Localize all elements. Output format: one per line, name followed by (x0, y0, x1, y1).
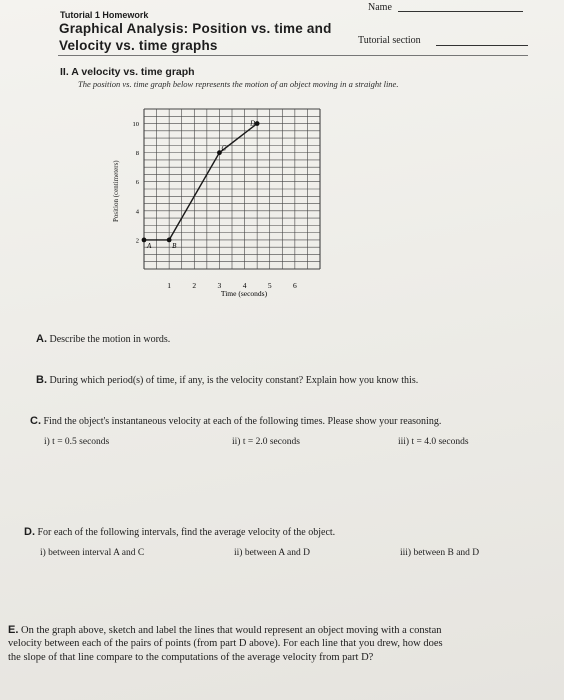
question-e-text-line2: velocity between each of the pairs of points (from part D above). For each line that you drew, how does (8, 638, 443, 649)
x-axis-label: Time (seconds) (220, 289, 268, 298)
y-tick-label: 2 (135, 237, 139, 245)
y-axis-label: Position (centimeters) (112, 160, 120, 222)
question-c-item-2: ii) t = 2.0 seconds (232, 437, 300, 447)
question-b (36, 374, 418, 386)
name-label: Name (368, 2, 392, 13)
y-tick-label: 6 (135, 179, 139, 187)
tutorial-section-label: Tutorial section (358, 35, 421, 46)
x-tick-label: 4 (242, 281, 247, 290)
question-d-letter: D. (24, 526, 35, 538)
y-tick-label: 4 (135, 208, 139, 216)
question-c-letter: C. (30, 415, 41, 427)
section-title: II. A velocity vs. time graph (60, 66, 195, 78)
x-tick-label: 6 (292, 281, 297, 290)
x-tick-label: 5 (267, 281, 272, 290)
question-c-item-1: i) t = 0.5 seconds (44, 437, 110, 447)
question-e-text-line1: On the graph above, sketch and label the lines that would represent an object moving with a constan (21, 625, 442, 636)
data-point-A (142, 238, 147, 243)
question-c (30, 415, 441, 427)
data-point-B (167, 238, 172, 243)
question-a-text: Describe the motion in words. (49, 334, 171, 345)
question-b-letter: B. (36, 374, 47, 386)
y-tick-label: 8 (135, 150, 139, 158)
position-time-chart (0, 0, 564, 320)
point-label-D: D (250, 119, 256, 128)
question-e-line1 (8, 624, 442, 636)
question-c-item-3: iii) t = 4.0 seconds (398, 437, 469, 447)
question-c-text: Find the object's instantaneous velocity at each of the following times. Please show your reasoning. (43, 416, 442, 427)
x-tick-label: 2 (192, 281, 197, 290)
question-b-text: During which period(s) of time, if any, is the velocity constant? Explain how you know this. (49, 375, 419, 386)
question-d-item-2: ii) between A and D (234, 548, 310, 558)
x-tick-label: 1 (167, 281, 172, 290)
y-tick-label: 10 (132, 121, 139, 129)
question-e-text-line3: the slope of that line compare to the computations of the average velocity from part D? (8, 652, 374, 663)
x-tick-label: 3 (217, 281, 222, 290)
question-d-text: For each of the following intervals, find the average velocity of the object. (37, 527, 336, 538)
question-a (36, 333, 170, 345)
point-label-A: A (147, 241, 152, 250)
point-label-B: B (172, 241, 177, 250)
question-a-letter: A. (36, 333, 47, 345)
section-description: The position vs. time graph below represents the motion of an object moving in a straight line. (78, 79, 399, 89)
question-e-letter: E. (8, 624, 19, 636)
question-d-item-3: iii) between B and D (400, 548, 480, 558)
data-point-D (255, 121, 260, 126)
worksheet-title-line1: Graphical Analysis: Position vs. time and (59, 21, 332, 36)
homework-label: Tutorial 1 Homework (60, 10, 149, 20)
question-d (24, 526, 335, 538)
question-d-item-1: i) between interval A and C (40, 548, 145, 558)
worksheet-title-line2: Velocity vs. time graphs (59, 38, 218, 53)
point-label-C: C (221, 144, 227, 153)
